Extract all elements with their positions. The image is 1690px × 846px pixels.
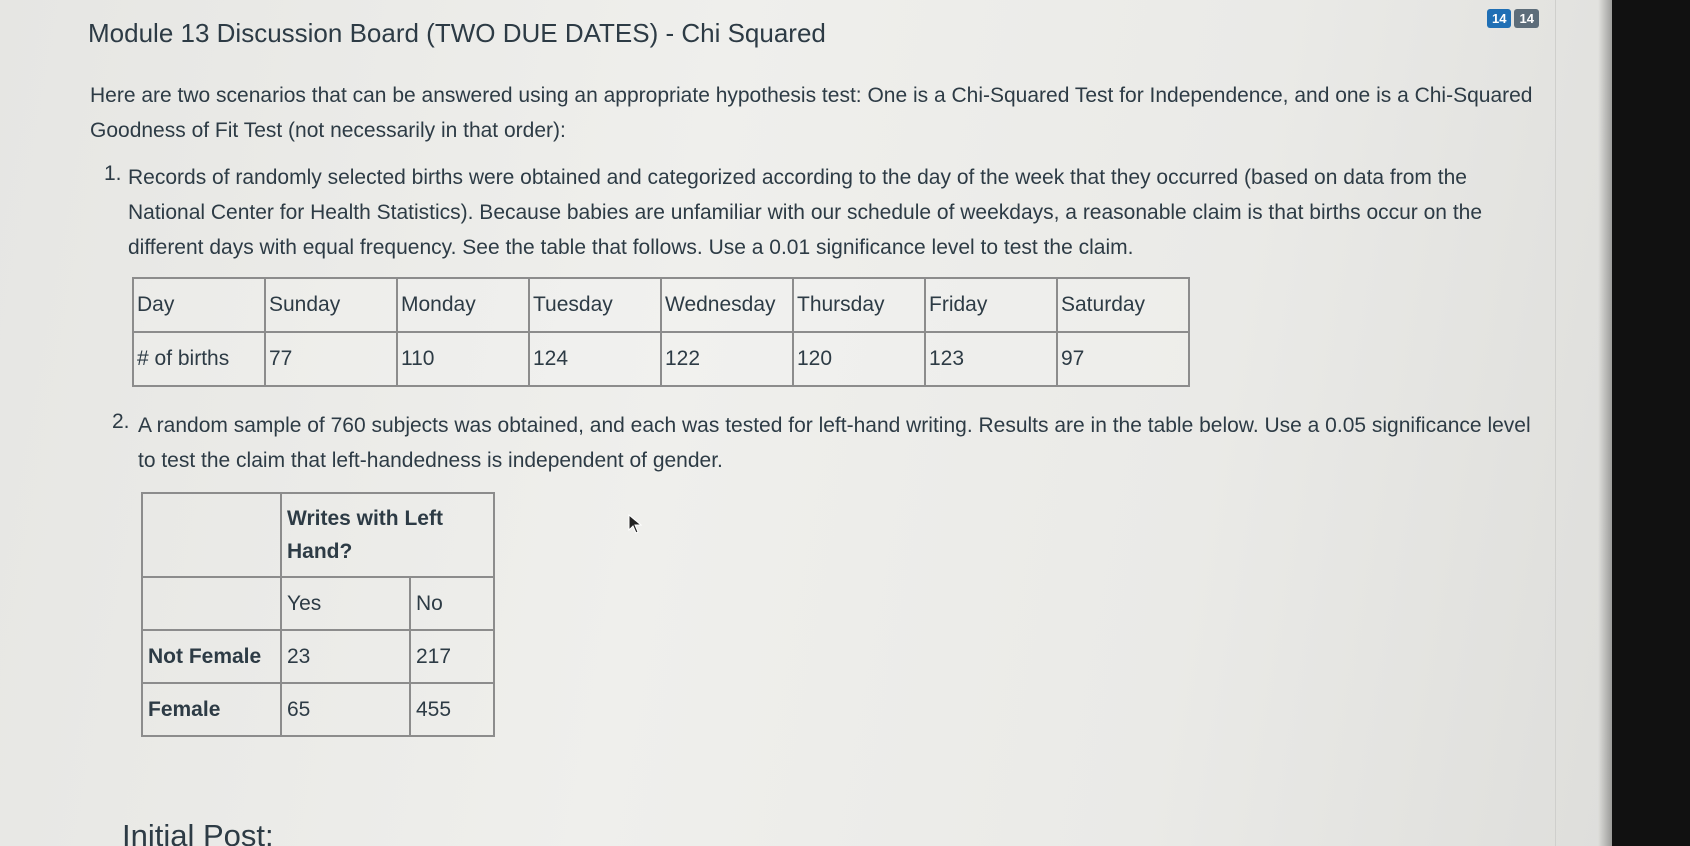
page-total-badge: 14 xyxy=(1514,9,1538,28)
table-row xyxy=(133,332,1189,386)
table-cell: 23 xyxy=(281,630,410,683)
question-1-text: Records of randomly selected births were obtained and categorized according to the day of the week that they occurred (based on data from the National Center for Health Statistics). Because babies are unfamiliar with our schedule of weekdays, a reasonable claim is that births occur on the different days with equal frequency. See the table that follows. Use a 0.01 significance level to test the claim. xyxy=(128,166,1483,259)
table-row xyxy=(142,493,494,577)
page-counter-badges xyxy=(1487,9,1539,28)
question-2-number: 2. xyxy=(112,410,130,433)
page-title: Module 13 Discussion Board (TWO DUE DATES) - Chi Squared xyxy=(88,18,826,48)
table-cell: 455 xyxy=(410,683,494,736)
table-cell: 217 xyxy=(410,630,494,683)
table-cell: 120 xyxy=(793,332,925,386)
content-divider xyxy=(1555,0,1556,846)
initial-post-heading: Initial Post: xyxy=(122,818,274,846)
table-cell: No xyxy=(410,577,494,630)
table-row xyxy=(142,577,494,630)
table-cell: 65 xyxy=(281,683,410,736)
table-cell: Thursday xyxy=(793,278,925,332)
mouse-cursor-icon xyxy=(628,514,642,534)
table-cell: Friday xyxy=(925,278,1057,332)
table-cell: 122 xyxy=(661,332,793,386)
question-1-number: 1. xyxy=(104,162,122,185)
table-cell xyxy=(142,577,281,630)
table-cell: Wednesday xyxy=(661,278,793,332)
table-cell: Monday xyxy=(397,278,529,332)
table-cell: Tuesday xyxy=(529,278,661,332)
births-by-day-table xyxy=(132,277,1190,387)
table-cell: 124 xyxy=(529,332,661,386)
table-cell: # of births xyxy=(133,332,265,386)
table-cell: Day xyxy=(133,278,265,332)
table-cell xyxy=(142,493,281,577)
left-handedness-table xyxy=(141,492,495,737)
table-row-header: Not Female xyxy=(142,630,281,683)
table-cell: Sunday xyxy=(265,278,397,332)
table-cell: 110 xyxy=(397,332,529,386)
table-row xyxy=(142,683,494,736)
question-2-text: A random sample of 760 subjects was obtained, and each was tested for left-hand writing. Results are in the table below. Use a 0.05 significance level to test the claim that left-handedness is independent of gender. xyxy=(138,414,1531,472)
table-row-header: Female xyxy=(142,683,281,736)
table-cell: 77 xyxy=(265,332,397,386)
table-cell: 97 xyxy=(1057,332,1189,386)
table-row xyxy=(142,630,494,683)
table-group-header: Writes with Left Hand? xyxy=(281,493,494,577)
monitor-bezel xyxy=(1612,0,1690,846)
table-cell: 123 xyxy=(925,332,1057,386)
intro-paragraph: Here are two scenarios that can be answered using an appropriate hypothesis test: One is a Chi-Squared Test for Independence, and one is a Chi-Squared Goodness of Fit Test (not necessarily in that order): xyxy=(90,84,1533,142)
table-cell: Yes xyxy=(281,577,410,630)
table-row xyxy=(133,278,1189,332)
page-badge: 14 xyxy=(1487,9,1511,28)
table-cell: Saturday xyxy=(1057,278,1189,332)
